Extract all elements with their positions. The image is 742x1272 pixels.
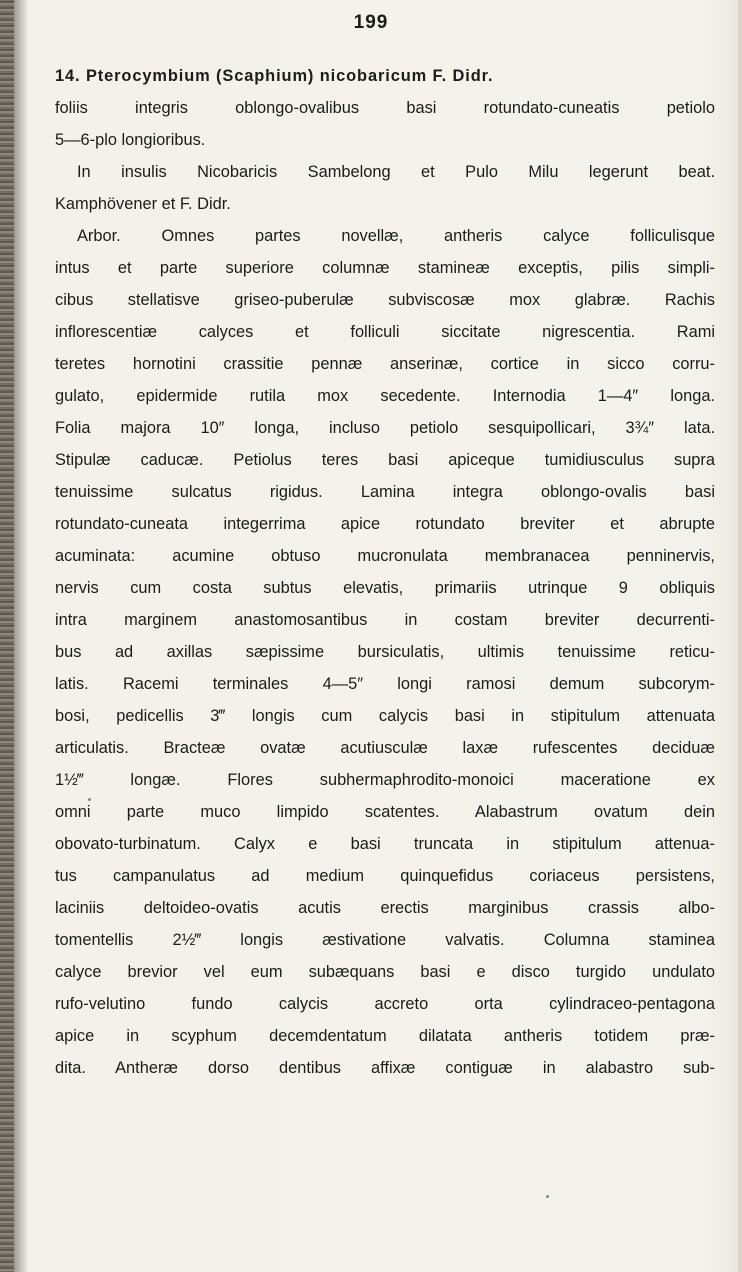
text-line: acuminata: acumine obtuso mucronulata membranacea penninervis,	[55, 547, 715, 565]
paper-speck	[88, 798, 91, 801]
text-line: 5—6-plo longioribus.	[55, 131, 206, 149]
text-line: Arbor. Omnes partes novellæ, antheris calyce folliculisque	[77, 227, 715, 245]
text-line: foliis integris oblongo-ovalibus basi rotundato-cuneatis petiolo	[55, 99, 715, 117]
text-line: Kamphövener et F. Didr.	[55, 195, 231, 213]
text-line: tomentellis 2½‴ longis æstivatione valvatis. Columna staminea	[55, 931, 715, 949]
body-text	[55, 60, 715, 1084]
text-line: bus ad axillas sæpissime bursiculatis, ultimis tenuissime reticu-	[55, 643, 715, 661]
text-line: rufo-velutino fundo calycis accreto orta cylindraceo-pentagona	[55, 995, 715, 1013]
text-line: In insulis Nicobaricis Sambelong et Pulo Milu legerunt beat.	[77, 163, 715, 181]
text-line: articulatis. Bracteæ ovatæ acutiusculæ laxæ rufescentes deciduæ	[55, 739, 715, 757]
page-number: 199	[353, 12, 389, 33]
text-line: Folia majora 10″ longa, incluso petiolo sesquipollicari, 3¾″ lata.	[55, 419, 715, 437]
text-line: Stipulæ caducæ. Petiolus teres basi apiceque tumidiusculus supra	[55, 451, 715, 469]
species-heading: 14. Pterocymbium (Scaphium) nicobaricum F. Didr.	[55, 67, 494, 85]
text-line: cibus stellatisve griseo-puberulæ subviscosæ mox glabræ. Rachis	[55, 291, 715, 309]
paper-speck	[546, 1195, 549, 1198]
gutter-shadow	[14, 0, 28, 1272]
book-binding-edge	[0, 0, 14, 1272]
text-line: calyce brevior vel eum subæquans basi e disco turgido undulato	[55, 963, 715, 981]
text-line: 1½‴ longæ. Flores subhermaphrodito-monoici maceratione ex	[55, 771, 715, 789]
page-right-edge	[738, 0, 742, 1272]
text-line: omni parte muco limpido scatentes. Alabastrum ovatum dein	[55, 803, 715, 821]
text-line: bosi, pedicellis 3‴ longis cum calycis basi in stipitulum attenuata	[55, 707, 715, 725]
text-line: nervis cum costa subtus elevatis, primariis utrinque 9 obliquis	[55, 579, 715, 597]
text-line: latis. Racemi terminales 4—5″ longi ramosi demum subcorym-	[55, 675, 715, 693]
text-line: teretes hornotini crassitie pennæ anserinæ, cortice in sicco corru-	[55, 355, 715, 373]
text-line: apice in scyphum decemdentatum dilatata antheris totidem præ-	[55, 1027, 715, 1045]
text-line: tus campanulatus ad medium quinquefidus coriaceus persistens,	[55, 867, 715, 885]
text-line: laciniis deltoideo-ovatis acutis erectis marginibus crassis albo-	[55, 899, 715, 917]
text-line: rotundato-cuneata integerrima apice rotundato breviter et abrupte	[55, 515, 715, 533]
text-line: inflorescentiæ calyces et folliculi siccitate nigrescentia. Rami	[55, 323, 715, 341]
text-line: tenuissime sulcatus rigidus. Lamina integra oblongo-ovalis basi	[55, 483, 715, 501]
text-line: obovato-turbinatum. Calyx e basi truncata in stipitulum attenua-	[55, 835, 715, 853]
text-line: intra marginem anastomosantibus in costam breviter decurrenti-	[55, 611, 715, 629]
text-line: intus et parte superiore columnæ stamineæ exceptis, pilis simpli-	[55, 259, 715, 277]
text-line: dita. Antheræ dorso dentibus affixæ contiguæ in alabastro sub-	[55, 1059, 715, 1077]
text-line: gulato, epidermide rutila mox secedente. Internodia 1—4″ longa.	[55, 387, 715, 405]
